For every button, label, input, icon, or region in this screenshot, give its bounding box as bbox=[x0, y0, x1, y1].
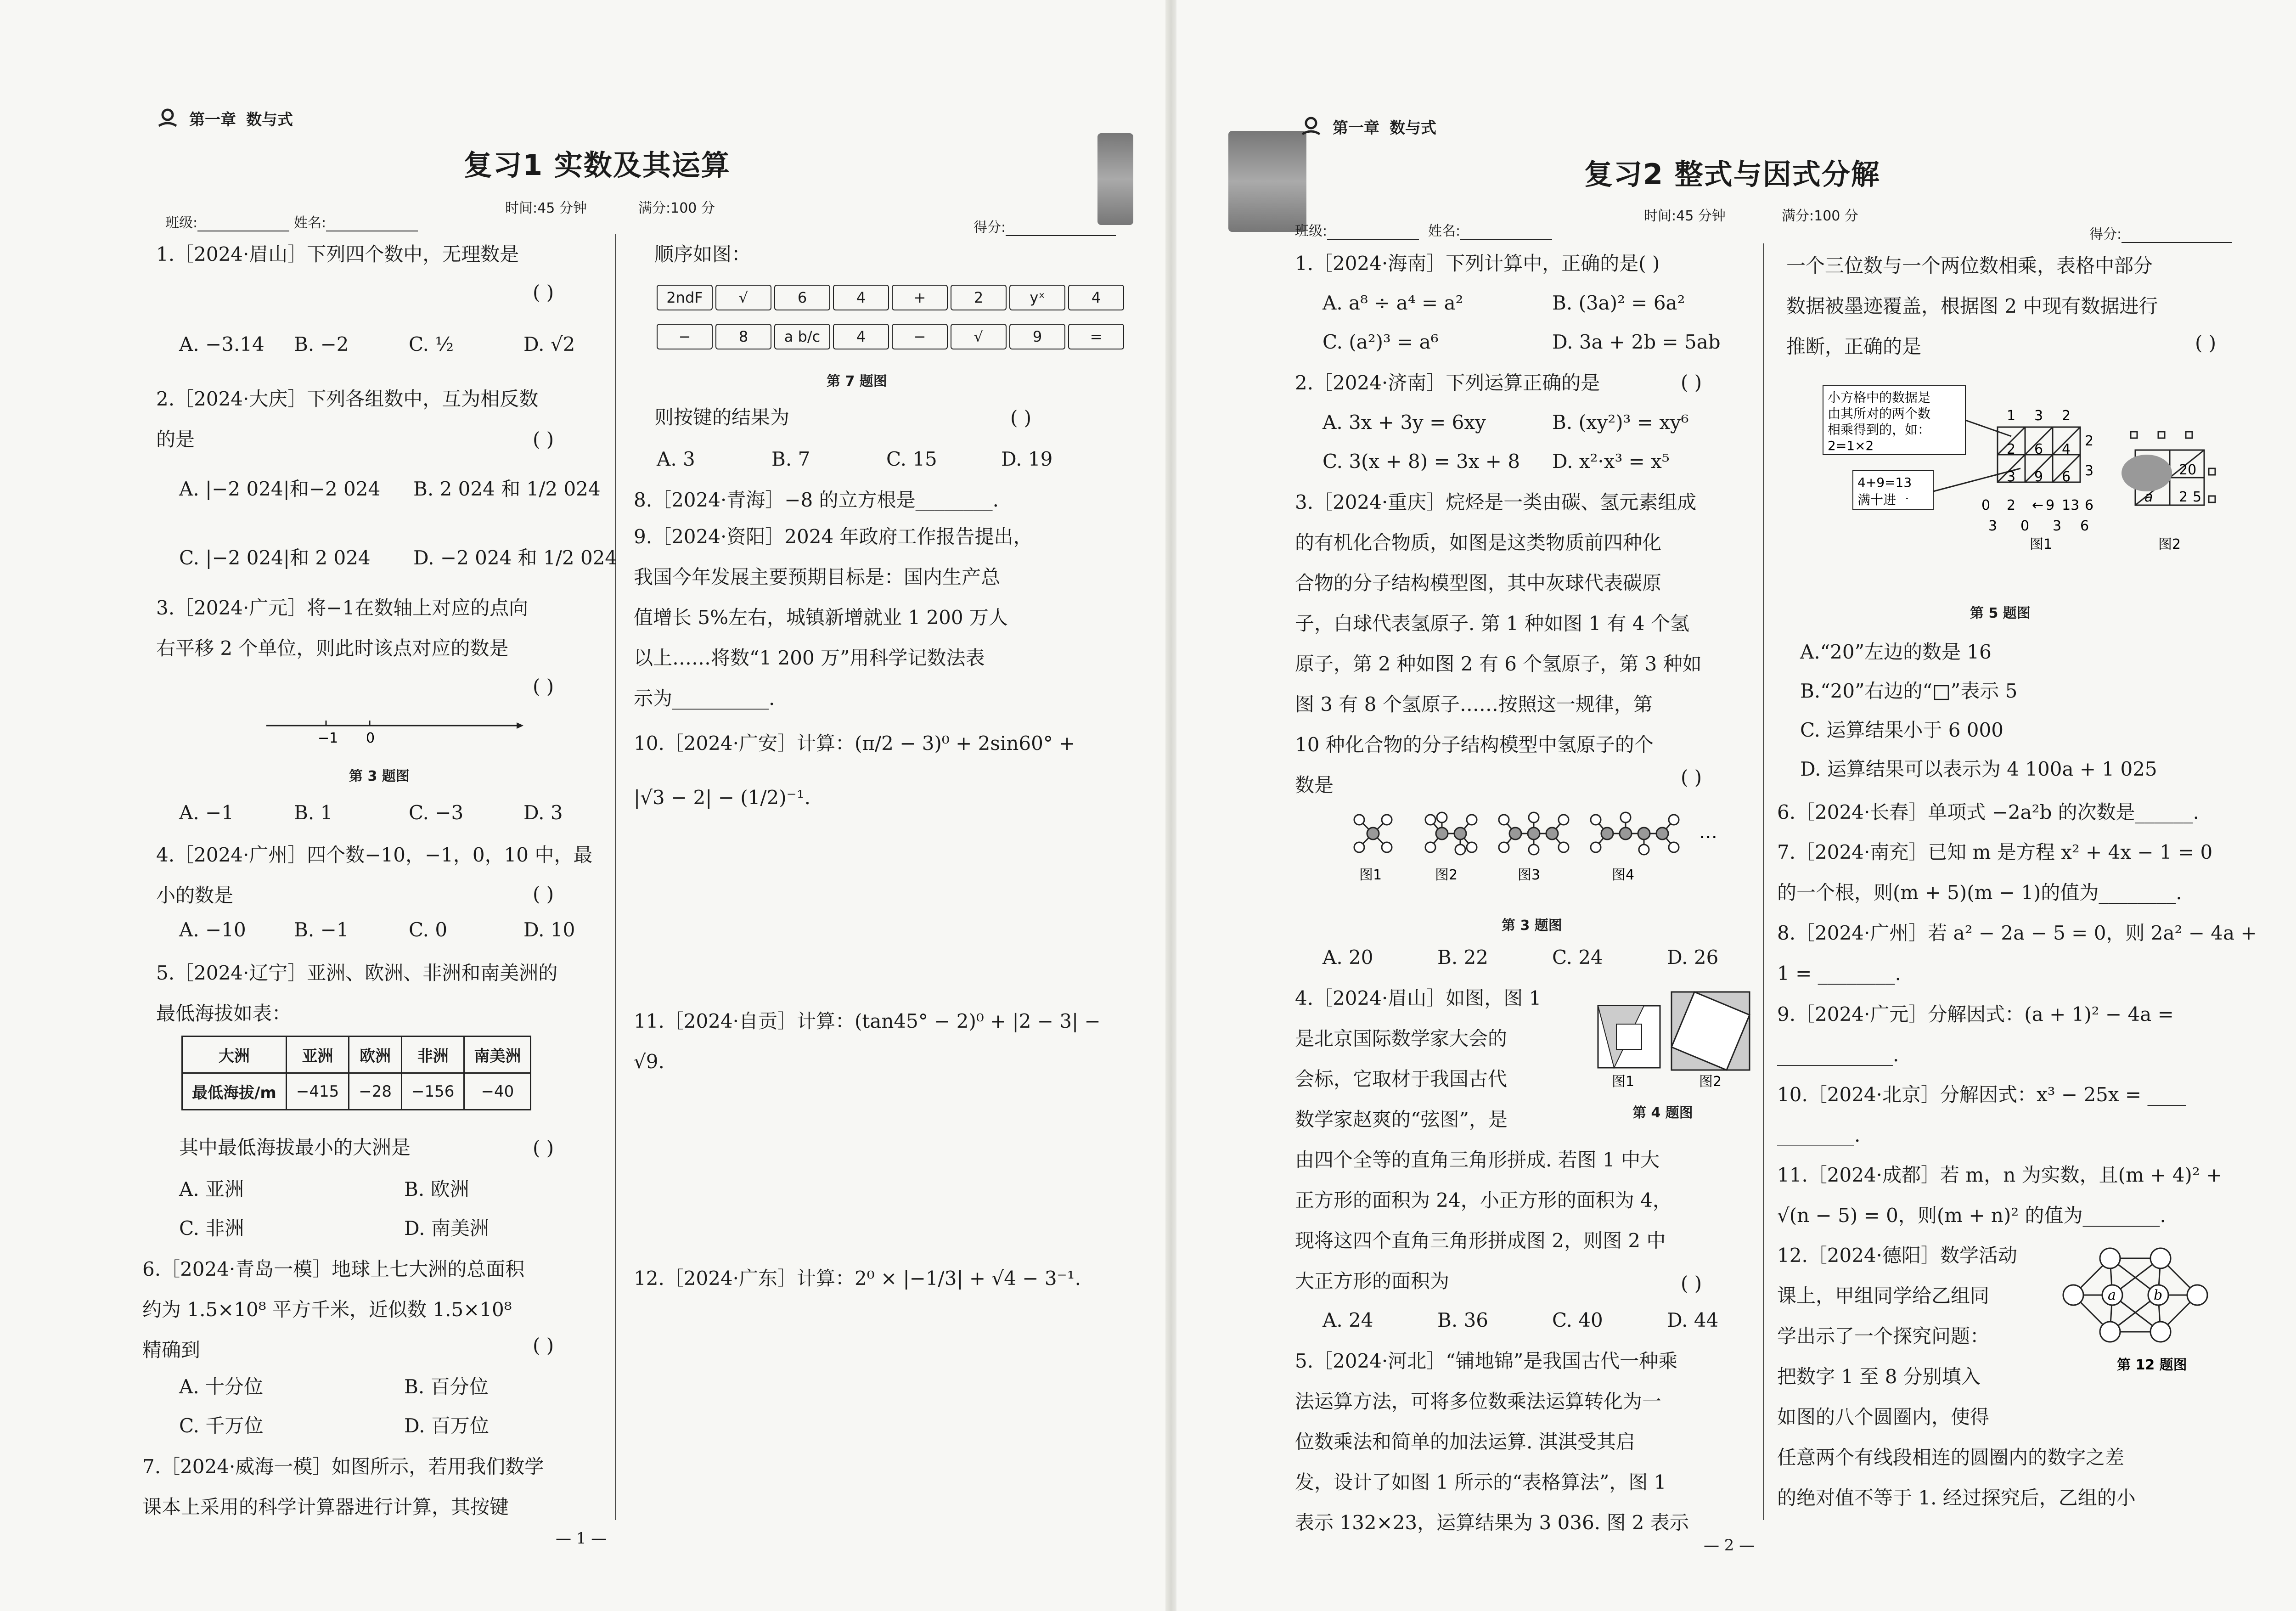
question-8: 8.［2024·青海］−8 的立方根是________. bbox=[634, 489, 999, 511]
option-d: D. 南美洲 bbox=[404, 1217, 489, 1239]
svg-text:b: b bbox=[2154, 1287, 2163, 1303]
answer-paren: ( ) bbox=[533, 281, 554, 304]
figure-caption: 第 5 题图 bbox=[1970, 605, 2031, 621]
option-a: A. −1 bbox=[179, 801, 234, 824]
question-3: 3.［2024·重庆］烷烃是一类由碳、氢元素组成 的有机化合物质，如图是这类物质前四种化 合物的分子结构模型图，其中灰球代表碳原 子，白球代表氢原子. 第 1 种如图 1 有 4 个氢 原子，第 2 种如图 2 有 6 个氢原子，第 3 种如 图 3 有 8 个氢原子……按照这一规律，第 10 种化合物的分子结构模型中氢原子的个 数是 bbox=[1295, 491, 1702, 796]
option-d: D. 26 bbox=[1667, 946, 1719, 969]
chapter-header bbox=[156, 107, 293, 130]
svg-text:图2: 图2 bbox=[1435, 867, 1458, 883]
option-a: A. −3.14 bbox=[179, 333, 264, 355]
class-field: 班级: bbox=[1295, 220, 1419, 240]
column-divider bbox=[1763, 243, 1764, 1520]
full-score: 满分:100 分 bbox=[638, 200, 715, 216]
eight-circles-figure bbox=[2057, 1245, 2213, 1378]
option-d: D. 19 bbox=[1001, 448, 1053, 470]
option-a: A. 20 bbox=[1322, 946, 1373, 969]
svg-text:…: … bbox=[1699, 822, 1717, 843]
question-1: 1.［2024·海南］下列计算中，正确的是( ) bbox=[1295, 252, 1660, 275]
location-pin-icon bbox=[156, 107, 179, 130]
altitude-table: 大洲 亚洲 欧洲 非洲 南美洲 最低海拔/m −415 −28 −156 −40 bbox=[181, 1036, 531, 1110]
option-a: A. 十分位 bbox=[179, 1375, 264, 1398]
option-b: B. −2 bbox=[294, 333, 349, 355]
svg-text:图1: 图1 bbox=[1359, 867, 1382, 883]
question-12: 12.［2024·广东］计算：2⁰ × |−1/3| + √4 − 3⁻¹. bbox=[634, 1267, 1081, 1290]
answer-paren: ( ) bbox=[533, 883, 554, 905]
right-page bbox=[1171, 0, 2296, 1611]
question-5: 5.［2024·河北］“铺地锦”是我国古代一种乘 法运算方法，可将多位数乘法运算转化为一 位数乘法和简单的加法运算. 淇淇受其启 发，设计了如图 1 所示的“表格算法”，图 1 表示 132×23，运算结果为 3 036. 图 2 表示 bbox=[1295, 1350, 1689, 1534]
option-c: C. 3(x + 8) = 3x + 8 bbox=[1322, 450, 1520, 473]
svg-text:a: a bbox=[2108, 1287, 2116, 1303]
question-11: 11.［2024·成都］若 m，n 为实数，且(m + 4)² + √(n − 5) = 0，则(m + n)² 的值为________. bbox=[1777, 1164, 2223, 1227]
option-a: A. 3x + 3y = 6xy bbox=[1322, 411, 1486, 434]
location-pin-icon bbox=[1300, 115, 1322, 138]
svg-text:4+9=13满十进一: 4+9=13 满十进一 bbox=[1857, 475, 1912, 507]
svg-text:第 12 题图: 第 12 题图 bbox=[2117, 1357, 2187, 1373]
svg-text:图3: 图3 bbox=[1518, 867, 1541, 883]
option-d: D. −2 024 和 1/2 024 bbox=[413, 546, 618, 569]
svg-text:20a25: 20 a 2 5 bbox=[2144, 462, 2202, 505]
answer-paren: ( ) bbox=[1681, 1272, 1702, 1295]
chapter-topic: 数与式 bbox=[1390, 118, 1436, 137]
option-b: B. (3a)² = 6a² bbox=[1552, 292, 1685, 314]
question-4: 4.［2024·广州］四个数−10，−1，0，10 中，最 小的数是 bbox=[156, 844, 593, 907]
option-d: D. √2 bbox=[523, 333, 575, 355]
question-5-cont: 一个三位数与一个两位数相乘，表格中部分 数据被墨迹覆盖，根据图 2 中现有数据进行 推断，正确的是 bbox=[1786, 254, 2158, 358]
number-line bbox=[266, 714, 523, 746]
figure-caption: 第 7 题图 bbox=[827, 373, 887, 389]
option-d: D. 3a + 2b = 5ab bbox=[1552, 331, 1721, 353]
name-field: 姓名: bbox=[294, 211, 418, 231]
page-number: — 2 — bbox=[1704, 1536, 1755, 1555]
figure-caption: 第 4 题图 bbox=[1632, 1105, 1693, 1121]
svg-text:小方格中的数据是由其所对的两个数相乘得到的，如：2=1×2: 小方格中的数据是由其所对的两个数相乘得到的，如： 2=1×2 bbox=[1828, 390, 1931, 453]
figure-caption: 第 3 题图 bbox=[1502, 918, 1562, 934]
question-7-stem: 则按键的结果为 bbox=[654, 406, 790, 428]
option-a: A. 亚洲 bbox=[179, 1178, 244, 1200]
option-b: B. 22 bbox=[1437, 946, 1489, 969]
full-score: 满分:100 分 bbox=[1782, 208, 1858, 224]
option-b: B. (xy²)³ = xy⁶ bbox=[1552, 411, 1689, 434]
svg-text:图2: 图2 bbox=[2158, 536, 2181, 552]
question-2: 2.［2024·济南］下列运算正确的是 bbox=[1295, 372, 1600, 394]
question-5: 5.［2024·辽宁］亚洲、欧洲、非洲和南美洲的 最低海拔如表： bbox=[156, 962, 558, 1025]
question-4: 4.［2024·眉山］如图，图 1 是北京国际数学家大会的 会标，它取材于我国古代 数学家赵爽的“弦图”，是 由四个全等的直角三角形拼成. 若图 1 中大 正方形的面积为 24，小正方形的面积为 4， 现将这四个直角三角形拼成图 2，则图 2 中 大正方形的面积为 bbox=[1295, 987, 1672, 1292]
option-d: D. x²·x³ = x⁵ bbox=[1552, 450, 1670, 473]
score-field: 得分: bbox=[974, 216, 1116, 236]
option-d: D. 3 bbox=[523, 801, 563, 824]
answer-paren: ( ) bbox=[1010, 406, 1032, 429]
option-c: C. |−2 024|和 2 024 bbox=[179, 546, 371, 569]
answer-paren: ( ) bbox=[1681, 766, 1702, 789]
option-a: A.“20”左边的数是 16 bbox=[1800, 641, 1992, 663]
time-limit: 时间:45 分钟 bbox=[505, 200, 587, 216]
option-b: B.“20”右边的“□”表示 5 bbox=[1800, 680, 2018, 702]
side-tab bbox=[1228, 131, 1306, 232]
option-b: B. 36 bbox=[1437, 1309, 1489, 1331]
question-10: 10.［2024·广安］计算：(π/2 − 3)⁰ + 2sin60° + |√3 − 2| − (1/2)⁻¹. bbox=[634, 732, 1075, 809]
chapter-label: 第一章 bbox=[189, 110, 236, 129]
question-7: 7.［2024·南充］已知 m 是方程 x² + 4x − 1 = 0 的一个根，则(m + 5)(m − 1)的值为________. bbox=[1777, 841, 2213, 904]
page-title: 复习1 实数及其运算 bbox=[464, 148, 731, 182]
tick-label: 0 bbox=[366, 730, 375, 746]
question-5-stem: 其中最低海拔最小的大洲是 bbox=[179, 1136, 411, 1159]
option-a: A. −10 bbox=[179, 918, 246, 941]
option-b: B. 2 024 和 1/2 024 bbox=[413, 478, 601, 500]
question-9: 9.［2024·资阳］2024 年政府工作报告提出， 我国今年发展主要预期目标是：国内生产总 值增长 5%左右，城镇新增就业 1 200 万人 以上……将数“1 200 万”用科学记数法表 示为__________. bbox=[634, 525, 1033, 710]
tick-label: −1 bbox=[318, 730, 338, 746]
option-c: C. 千万位 bbox=[179, 1414, 264, 1437]
option-c: C. 非洲 bbox=[179, 1217, 244, 1239]
answer-paren: ( ) bbox=[533, 428, 554, 451]
question-12: 12.［2024·德阳］数学活动 课上，甲组同学给乙组同 学出示了一个探究问题： 把数字 1 至 8 分别填入 如图的八个圆圈内，使得 任意两个有线段相连的圆圈内的数字之差 的绝对值不等于 1. 经过探究后，乙组的小 bbox=[1777, 1244, 2136, 1509]
svg-text:1322326439602←91363036: 1 3 22 32 6 4 3 9 6 0 2 ← 9 13 6 3 0 3 6 bbox=[1981, 408, 2094, 534]
chapter-label: 第一章 bbox=[1333, 118, 1379, 137]
option-d: D. 44 bbox=[1667, 1309, 1719, 1331]
answer-paren: ( ) bbox=[1681, 371, 1702, 394]
answer-paren: ( ) bbox=[2195, 332, 2217, 354]
calculator-keys-row-1: 2ndF √ 6 4 + 2 yˣ 4 bbox=[657, 285, 1127, 310]
question-3: 3.［2024·广元］将−1在数轴上对应的点向 右平移 2 个单位，则此时该点对应的数是 bbox=[156, 597, 529, 659]
page-number: — 1 — bbox=[556, 1529, 607, 1548]
option-a: A. 24 bbox=[1322, 1309, 1373, 1331]
option-c: C. 0 bbox=[409, 918, 448, 941]
answer-paren: ( ) bbox=[533, 675, 554, 698]
option-c: C. 24 bbox=[1552, 946, 1603, 969]
option-c: C. −3 bbox=[409, 801, 464, 824]
option-a: A. a⁸ ÷ a⁴ = a² bbox=[1322, 292, 1463, 314]
svg-text:图1: 图1 bbox=[1612, 1074, 1635, 1090]
option-d: D. 运算结果可以表示为 4 100a + 1 025 bbox=[1800, 758, 2157, 780]
answer-paren: ( ) bbox=[533, 1334, 554, 1357]
option-b: B. 欧洲 bbox=[404, 1178, 469, 1200]
chapter-topic: 数与式 bbox=[246, 110, 293, 129]
name-field: 姓名: bbox=[1428, 220, 1552, 240]
svg-text:图2: 图2 bbox=[1699, 1074, 1722, 1090]
option-c: C. (a²)³ = a⁶ bbox=[1322, 331, 1439, 353]
option-a: A. |−2 024|和−2 024 bbox=[179, 478, 381, 500]
figure-caption: 第 3 题图 bbox=[349, 768, 410, 784]
question-8: 8.［2024·广州］若 a² − 2a − 5 = 0，则 2a² − 4a + 1 = ________. bbox=[1777, 922, 2257, 985]
page-title: 复习2 整式与因式分解 bbox=[1584, 158, 1880, 191]
option-b: B. 1 bbox=[294, 801, 333, 824]
answer-paren: ( ) bbox=[533, 1137, 554, 1159]
molecule-figures bbox=[1345, 806, 1750, 884]
option-c: C. 40 bbox=[1552, 1309, 1603, 1331]
question-7: 7.［2024·威海一模］如图所示，若用我们数学 课本上采用的科学计算器进行计算，其按键 bbox=[142, 1455, 544, 1518]
question-6: 6.［2024·长春］单项式 −2a²b 的次数是______. bbox=[1777, 801, 2200, 823]
option-b: B. 百分位 bbox=[404, 1375, 489, 1398]
svg-text:图4: 图4 bbox=[1612, 867, 1635, 883]
option-c: C. 运算结果小于 6 000 bbox=[1800, 719, 2003, 741]
question-6: 6.［2024·青岛一模］地球上七大洲的总面积 约为 1.5×10⁸ 平方千米，近似数 1.5×10⁸ 精确到 bbox=[142, 1258, 525, 1361]
question-10: 10.［2024·北京］分解因式：x³ − 25x = ____ ________. bbox=[1777, 1083, 2186, 1146]
option-b: B. 7 bbox=[771, 448, 810, 470]
calculator-keys-row-2: − 8 a b/c 4 − √ 9 = bbox=[657, 324, 1127, 349]
option-d: D. 10 bbox=[523, 918, 575, 941]
zhao-shuang-figure bbox=[1596, 987, 1752, 1107]
question-2: 2.［2024·大庆］下列各组数中，互为相反数 的是 bbox=[156, 388, 539, 451]
svg-text:图1: 图1 bbox=[2030, 536, 2053, 552]
option-d: D. 百万位 bbox=[404, 1414, 489, 1437]
side-tab bbox=[1097, 133, 1133, 225]
question-1: 1.［2024·眉山］下列四个数中，无理数是 bbox=[156, 243, 519, 265]
option-b: B. −1 bbox=[294, 918, 349, 941]
score-field: 得分: bbox=[2089, 223, 2232, 243]
column-divider bbox=[615, 234, 616, 1520]
option-c: C. ½ bbox=[409, 333, 454, 355]
lattice-multiplication-figure bbox=[1818, 377, 2223, 597]
chapter-header bbox=[1300, 115, 1436, 138]
time-limit: 时间:45 分钟 bbox=[1644, 208, 1726, 224]
option-c: C. 15 bbox=[886, 448, 937, 470]
option-a: A. 3 bbox=[657, 448, 695, 470]
question-9: 9.［2024·广元］分解因式：(a + 1)² − 4a = ____________. bbox=[1777, 1003, 2174, 1066]
question-11: 11.［2024·自贡］计算：(tan45° − 2)⁰ + |2 − 3| − √9. bbox=[634, 1010, 1101, 1073]
class-field: 班级: bbox=[165, 211, 289, 231]
question-7-cont: 顺序如图： bbox=[654, 243, 751, 265]
